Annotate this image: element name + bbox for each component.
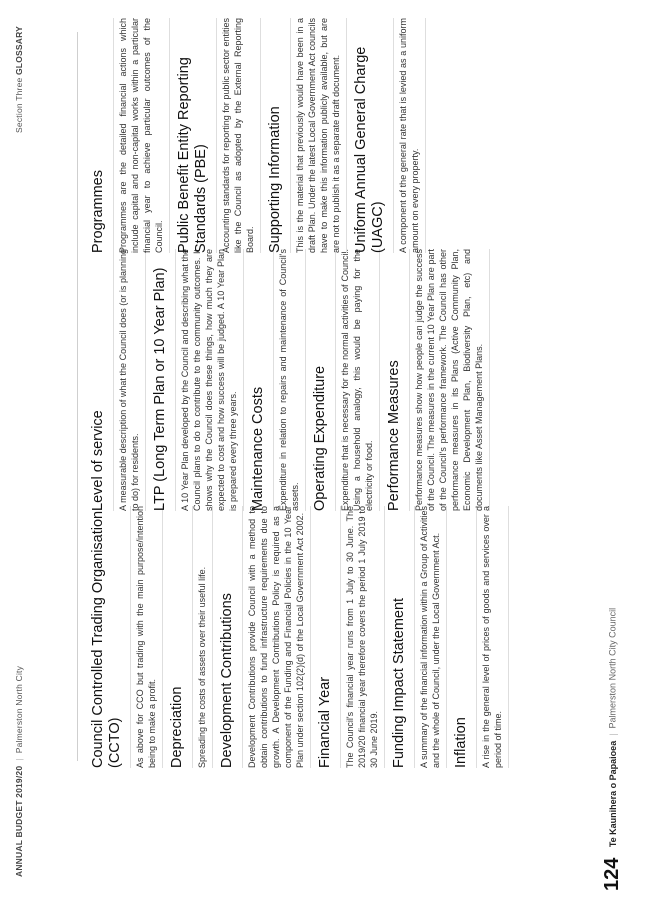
term-heading: Public Benefit Entity Reporting Standards (PBE) [176,57,209,253]
term-definition: Accounting standards for reporting for public sector entities like the Council as adopted by the External Reporting Board. [216,18,261,253]
term-heading: Programmes [90,170,106,253]
term-definition: The Council's financial year runs from 1 July to 30 June. The 2019/20 financial year therefore covers the period 1 July 2019 to 30 June 2019. [340,506,385,768]
glossary-entry [267,18,347,253]
term-definition: Development Contributions provide Council with a method to obtain contributions to fund infrastructure requirements due to growth. A Development Contributions Policy is required as a component of the Funding and Financial Policies in the 10 Year Plan under section 102(2)(d) of the Local Government Act 2002. [242,506,311,768]
term-heading: Operating Expenditure [312,365,328,511]
glossary-entry [312,249,380,511]
top-divider [77,32,78,761]
glossary-entry [317,506,385,768]
glossary-entry [250,249,306,511]
term-definition: A 10 Year Plan developed by the Council and describing what the Council plans to do to contribute to the community outcomes. It shows why the Council does these things, how much they are expected to cost and how success will be judged. A 10 Year Plan is prepared every three years. [175,249,244,511]
term-heading: Supporting Information [267,106,283,253]
section-prefix: Section Three [14,77,24,133]
term-definition: This is the material that previously would have been in a draft Plan. Under the latest Local Government Act councils have to make this information publicly available, but are are not to publish it as a separate draft document. [290,18,347,253]
glossary-entry [353,18,426,253]
page-number: 124 [601,857,623,891]
term-definition: A rise in the general level of prices of goods and services over a period of time. [476,506,509,768]
term-heading: Level of service [90,410,106,511]
term-definition: Expenditure that is necessary for the normal activities of Council. Using a household analogy, this would be paying for the electricity or food. [335,249,380,511]
term-heading: Council Controlled Trading Organisation (CCTO) [90,510,123,768]
term-heading: Development Contributions [219,593,235,768]
city-name: Palmerston North City [14,665,24,754]
header-right [14,26,24,133]
term-definition: A component of the general rate that is levied as a uniform amount on every property. [393,18,426,253]
glossary-entry [453,506,509,768]
term-definition: Expenditure in relation to repairs and maintenance of Council's assets. [273,249,306,511]
term-heading: Inflation [453,717,469,768]
glossary-entry [176,18,261,253]
term-heading: Maintenance Costs [250,386,266,511]
council-maori-name: Te Kaunihera o Papaioea [607,740,618,848]
glossary-entry [152,249,244,511]
term-definition: A summary of the financial information within a Group of Activities and the whole of Council, under the Local Government Act. [414,506,447,768]
glossary-column-1 [90,506,515,768]
term-definition: Programmes are the detailed financial actions which include capital and non-capital works within a particular financial year to achieve particular outcomes of the Council. [113,18,170,253]
page-footer: 124 Te Kaunihera o Papaioea|Palmerston North City Council [601,607,623,891]
glossary-column-3 [90,18,432,253]
glossary-entry [90,506,163,768]
glossary-entry [391,506,447,768]
glossary-column-2 [90,249,496,511]
term-heading: Uniform Annual General Charge (UAGC) [353,46,386,253]
glossary-entry [169,506,213,768]
glossary-entry [90,249,146,511]
term-heading: LTP (Long Term Plan or 10 Year Plan) [152,267,168,511]
glossary-entry [90,18,170,253]
term-heading: Funding Impact Statement [391,597,407,768]
glossary-entry [386,249,490,511]
term-definition: As above for CCO but trading with the main purpose/intention being to make a profit. [130,506,163,768]
section-name: GLOSSARY [14,26,24,75]
term-heading: Depreciation [169,686,185,768]
glossary-entry [219,506,311,768]
header-left: ANNUAL BUDGET 2019/20|Palmerston North City [14,665,24,877]
term-heading: Performance Measures [386,360,402,511]
term-heading: Financial Year [317,676,333,768]
term-definition: A measurable description of what the Council does (or is planning to do) for residents. [113,249,146,511]
council-name: Palmerston North City Council [607,607,618,729]
document-title: ANNUAL BUDGET 2019/20 [14,765,24,877]
term-definition: Spreading the costs of assets over their useful life. [192,506,213,768]
term-definition: Performance measures show how people can judge the success of the Council. The measures in the current 10 Year Plan are part of the Council's performance framework. The Council has other performance measures in its Plans (Active Community Plan, Economic Development Plan, Biodiversity Plan, etc) and documents like Asset Management Plans. [409,249,490,511]
